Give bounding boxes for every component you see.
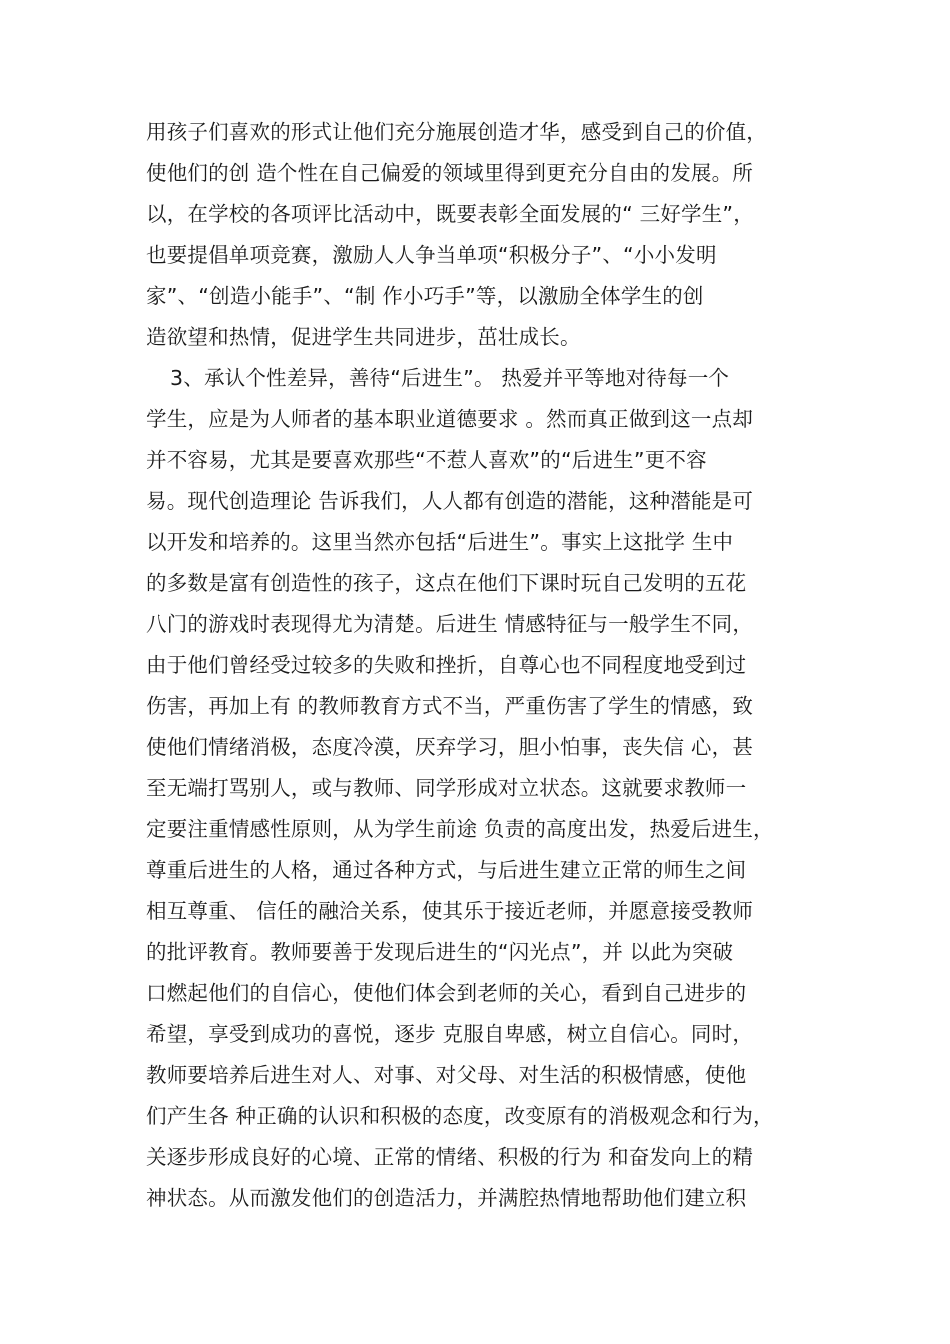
- text-line: 并不容易，尤其是要喜欢那些“不惹人喜欢”的“后进生”更不容: [146, 448, 707, 472]
- text-line: 也要提倡单项竞赛，激励人人争当单项“积极分子”、“小小发明: [146, 243, 717, 267]
- text-line: 尊重后进生的人格，通过各种方式，与后进生建立正常的师生之间: [146, 858, 747, 882]
- text-line: 口燃起他们的自信心，使他们体会到老师的关心，看到自己进步的: [146, 981, 747, 1005]
- text-line: 使他们情绪消极，态度冷漠，厌弃学习，胆小怕事，丧失信 心，甚: [146, 735, 754, 759]
- text-line: 关逐步形成良好的心境、正常的情绪、积极的行为 和奋发向上的精: [146, 1145, 754, 1169]
- text-line: 至无端打骂别人，或与教师、同学形成对立状态。这就要求教师一: [146, 776, 747, 800]
- text-line: 以，在学校的各项评比活动中，既要表彰全面发展的“ 三好学生”，: [146, 202, 754, 226]
- text-line: 用孩子们喜欢的形式让他们充分施展创造才华，感受到自己的价值，: [146, 120, 767, 144]
- text-line: 定要注重情感性原则，从为学生前途 负责的高度出发，热爱后进生，: [146, 817, 774, 841]
- text-line: 教师要培养后进生对人、对事、对父母、对生活的积极情感，使他: [146, 1063, 747, 1087]
- text-line: 学生，应是为人师者的基本职业道德要求 。然而真正做到这一点却: [146, 407, 754, 431]
- text-line: 们产生各 种正确的认识和积极的态度，改变原有的消极观念和行为，: [146, 1104, 774, 1128]
- text-line: 家”、“创造小能手”、“制 作小巧手”等，以激励全体学生的创: [146, 284, 704, 308]
- text-line: 造欲望和热情，促进学生共同进步，茁壮成长。: [146, 325, 581, 349]
- text-line: 八门的游戏时表现得尤为清楚。后进生 情感特征与一般学生不同，: [146, 612, 754, 636]
- text-line: 的多数是富有创造性的孩子，这点在他们下课时玩自己发明的五花: [146, 571, 747, 595]
- text-line: 以开发和培养的。这里当然亦包括“后进生”。事实上这批学 生中: [146, 530, 734, 554]
- paragraph-start-line: 3、承认个性差异，善待“后进生”。 热爱并平等地对待每一个: [170, 366, 730, 390]
- text-line: 易。现代创造理论 告诉我们，人人都有创造的潜能，这种潜能是可: [146, 489, 754, 513]
- text-line: 的批评教育。教师要善于发现后进生的“闪光点”，并 以此为突破: [146, 940, 734, 964]
- text-line: 使他们的创 造个性在自己偏爱的领域里得到更充分自由的发展。所: [146, 161, 754, 185]
- text-line: 伤害，再加上有 的教师教育方式不当，严重伤害了学生的情感，致: [146, 694, 754, 718]
- text-line: 相互尊重、 信任的融洽关系，使其乐于接近老师，并愿意接受教师: [146, 899, 754, 923]
- text-line: 希望，享受到成功的喜悦，逐步 克服自卑感，树立自信心。同时，: [146, 1022, 754, 1046]
- text-line: 神状态。从而激发他们的创造活力，并满腔热情地帮助他们建立积: [146, 1186, 747, 1210]
- text-line: 由于他们曾经受过较多的失败和挫折，自尊心也不同程度地受到过: [146, 653, 747, 677]
- body-text: [146, 112, 826, 1219]
